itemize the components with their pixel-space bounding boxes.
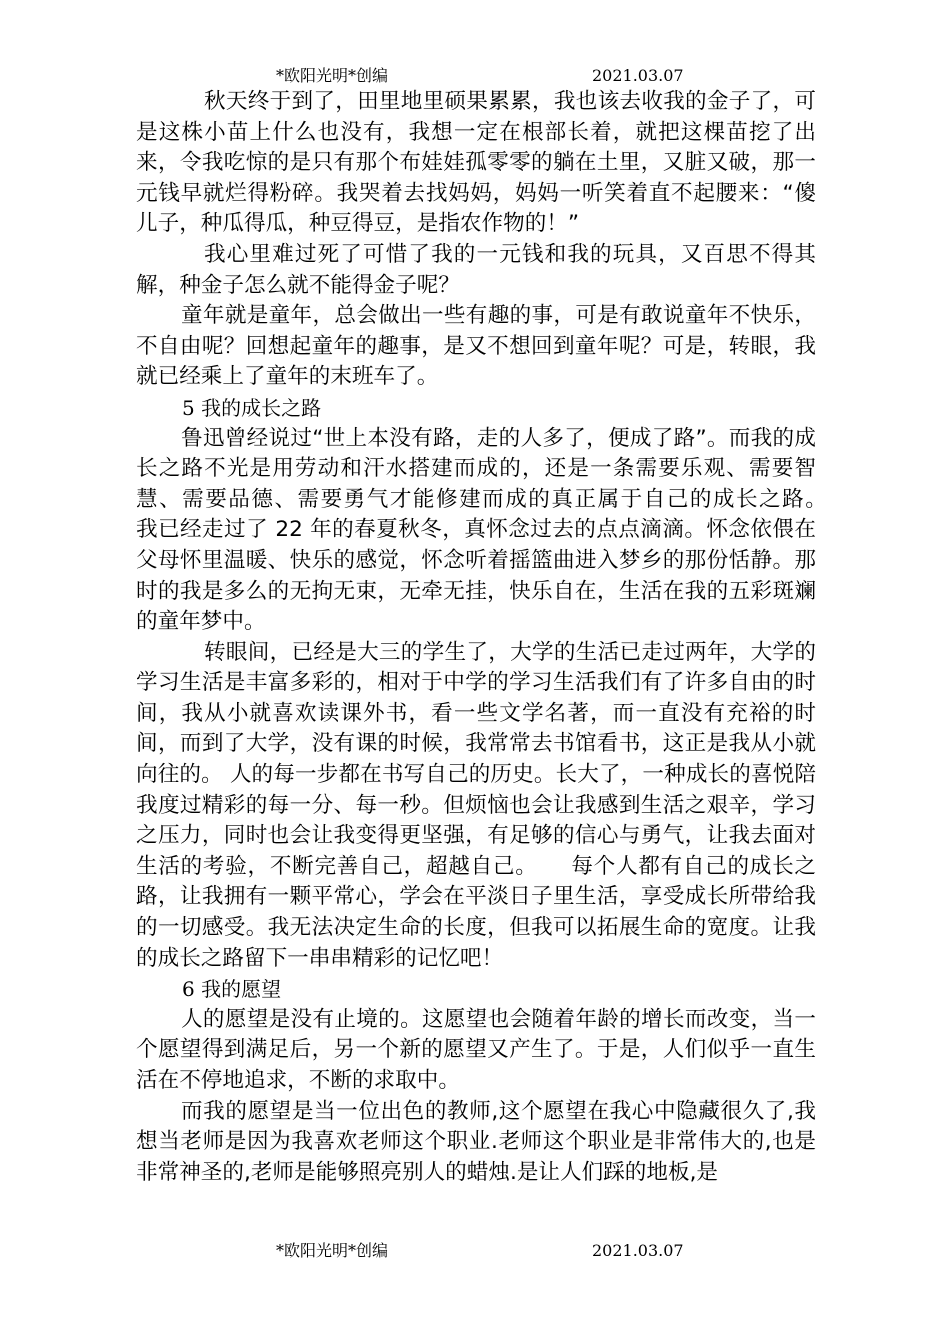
section-heading: 6 我的愿望 <box>182 977 282 1002</box>
page-footer <box>0 1239 950 1263</box>
paragraph: 童年就是童年，总会做出一些有趣的事，可是有敢说童年不快乐，不自由呢？回想起童年的趣事，是又不想回到童年呢？可是，转眼，我就已经乘上了童年的末班车了。 <box>136 303 816 390</box>
paragraph: 我心里难过死了可惜了我的一元钱和我的玩具，又百思不得其解，种金子怎么就不能得金子呢？ <box>136 241 816 298</box>
paragraph: 秋天终于到了，田里地里硕果累累，我也该去收我的金子了，可是这株小苗上什么也没有，我想一定在根部长着，就把这棵苗挖了出来，令我吃惊的是只有那个布娃娃孤零零的躺在土里，又脏又破，那一元钱早就烂得粉碎。我哭着去找妈妈，妈妈一听笑着直不起腰来：“傻儿子，种瓜得瓜，种豆得豆，是指农作物的！” <box>136 89 816 237</box>
paragraph: 人的愿望是没有止境的。这愿望也会随着年龄的增长而改变，当一个愿望得到满足后，另一个新的愿望又产生了。于是，人们似乎一直生活在不停地追求，不断的求取中。 <box>136 1006 816 1093</box>
document-body <box>136 87 860 1188</box>
footer-date: 2021.03.07 <box>592 1241 684 1260</box>
footer-author: *欧阳光明*创编 <box>276 1241 389 1260</box>
section-heading: 5 我的成长之路 <box>182 395 322 420</box>
paragraph: 鲁迅曾经说过“世上本没有路，走的人多了，便成了路”。而我的成长之路不光是用劳动和汗水搭建而成的，还是一条需要乐观、需要智慧、需要品德、需要勇气才能修建而成的真正属于自己的成长之路。 我已经走过了 22 年的春夏秋冬，真怀念过去的点点滴滴。怀念依偎在父母怀里温暖、快乐的感觉，怀念听着摇篮曲进入梦乡的那份恬静。那时的我是多么的无拘无束，无牵无挂，快乐自在，生活在我的五彩斑斓的童年梦中。 <box>136 425 860 635</box>
page-header <box>0 64 950 88</box>
header-author: *欧阳光明*创编 <box>276 66 389 85</box>
header-date: 2021.03.07 <box>592 66 684 85</box>
paragraph: 转眼间，已经是大三的学生了，大学的生活已走过两年，大学的学习生活是丰富多彩的，相对于中学的学习生活我们有了许多自由的时间，我从小就喜欢读课外书，看一些文学名著，而一直没有充裕的时间，而到了大学，没有课的时候，我常常去书馆看书，这正是我从小就向往的。 人的每一步都在书写自己的历史。长大了，一种成长的喜悦陪我度过精彩的每一分、每一秒。但烦恼也会让我感到生活之艰辛，学习之压力，同时也会让我变得更坚强，有足够的信心与勇气，让我去面对生活的考验，不断完善自己，超越自己。 每个人都有自己的成长之路，让我拥有一颗平常心，学会在平淡日子里生活，享受成长所带给我的一切感受。我无法决定生命的长度，但我可以拓展生命的宽度。让我的成长之路留下一串串精彩的记忆吧！ <box>136 639 816 971</box>
paragraph: 而我的愿望是当一位出色的教师,这个愿望在我心中隐藏很久了,我想当老师是因为我喜欢老师这个职业.老师这个职业是非常伟大的,也是非常神圣的,老师是能够照亮别人的蜡烛.是让人们踩的地板,是 <box>136 1098 816 1185</box>
